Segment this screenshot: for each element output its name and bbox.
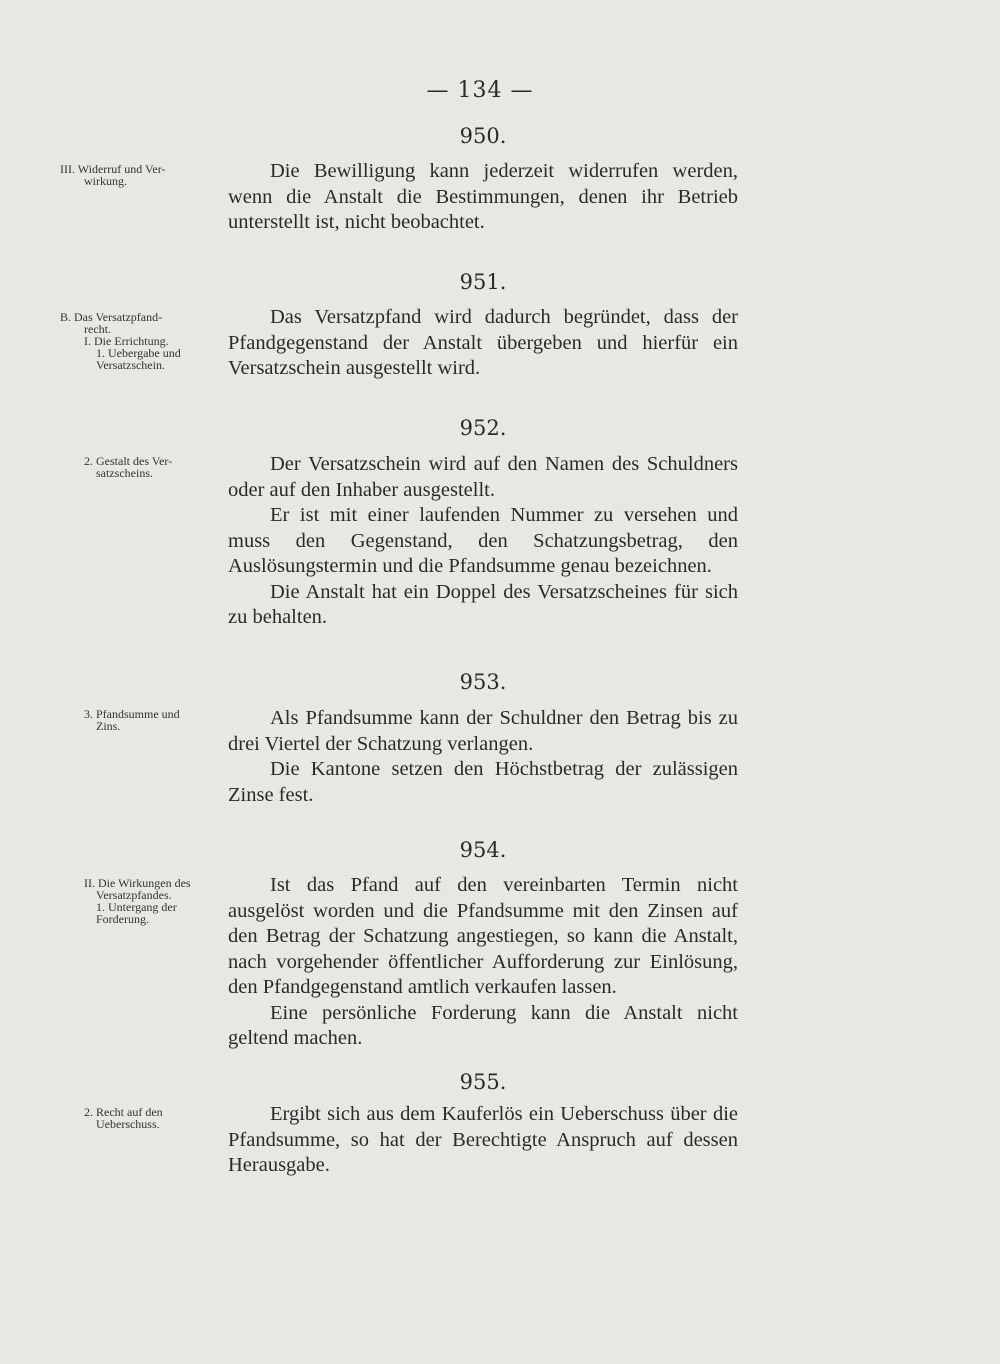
article-body-952 — [228, 452, 738, 631]
margin-note-line: satzscheins. — [96, 466, 153, 480]
article-paragraph: Ist das Pfand auf den vereinbarten Termin nicht ausgelöst worden und die Pfandsumme mit den Zinsen auf den Betrag der Schatzung angestiegen, so kann die Anstalt, nach vorgehender öffentlicher Aufforderung zur Einlösung, den Pfandgegenstand amtlich verkaufen lassen. — [228, 874, 738, 998]
article-body-953 — [228, 706, 738, 808]
article-paragraph: Als Pfandsumme kann der Schuldner den Betrag bis zu drei Viertel der Schatzung verlangen. — [228, 707, 738, 755]
margin-note-952 — [60, 455, 220, 479]
article-paragraph: Ergibt sich aus dem Kauferlös ein Ueberschuss über die Pfandsumme, so hat der Berechtigte Anspruch auf dessen Herausgabe. — [228, 1103, 738, 1176]
article-paragraph: Das Versatzpfand wird dadurch begründet, dass der Pfandgegenstand der Anstalt übergeben und hierfür ein Versatzschein ausgestellt wird. — [228, 306, 738, 379]
margin-note-line: 2. Gestalt des Ver- — [84, 454, 173, 468]
article-body-954 — [228, 873, 738, 1052]
margin-note-line: wirkung. — [84, 174, 127, 188]
margin-note-953 — [60, 708, 220, 732]
article-paragraph: Die Bewilligung kann jederzeit widerrufen werden, wenn die Anstalt die Bestimmungen, denen ihr Betrieb unterstellt ist, nicht beobachtet. — [228, 160, 738, 233]
margin-note-line: 1. Uebergabe und — [96, 346, 181, 360]
page-number: — 134 — — [426, 78, 534, 103]
margin-note-line: I. Die Errichtung. — [84, 334, 169, 348]
article-number-950: 950. — [459, 124, 507, 148]
margin-note-line: B. Das Versatzpfand- — [60, 310, 163, 324]
article-paragraph: Die Anstalt hat ein Doppel des Versatzscheines für sich zu behalten. — [228, 580, 738, 628]
article-body-951 — [228, 305, 738, 382]
margin-note-line: Forderung. — [96, 912, 149, 926]
margin-note-line: recht. — [84, 322, 111, 336]
margin-note-line: II. Die Wirkungen des — [84, 876, 191, 890]
article-paragraph: Die Kantone setzen den Höchstbetrag der zulässigen Zinse fest. — [228, 758, 738, 806]
article-number-955: 955. — [459, 1070, 507, 1094]
article-number-952: 952. — [459, 416, 507, 440]
margin-note-line: 1. Untergang der — [96, 900, 177, 914]
margin-note-line: 3. Pfandsumme und — [84, 707, 180, 721]
article-paragraph: Eine persönliche Forderung kann die Anstalt nicht geltend machen. — [228, 1001, 738, 1049]
margin-note-951 — [60, 311, 220, 371]
margin-note-line: 2. Recht auf den — [84, 1105, 163, 1119]
margin-note-950 — [60, 163, 220, 187]
margin-note-line: Versatzpfandes. — [96, 888, 172, 902]
margin-note-line: Versatzschein. — [96, 358, 165, 372]
margin-note-955 — [60, 1106, 220, 1130]
margin-note-954 — [60, 877, 220, 925]
article-paragraph: Der Versatzschein wird auf den Namen des Schuldners oder auf den Inhaber ausgestellt. — [228, 453, 738, 501]
article-body-950 — [228, 159, 738, 236]
margin-note-line: Ueberschuss. — [96, 1117, 160, 1131]
article-paragraph: Er ist mit einer laufenden Nummer zu versehen und muss den Gegenstand, den Schatzungsbetrag, den Auslösungstermin und die Pfandsumme genau bezeichnen. — [228, 504, 738, 577]
margin-note-line: III. Widerruf und Ver- — [60, 162, 166, 176]
article-number-954: 954. — [459, 838, 507, 862]
margin-note-line: Zins. — [96, 719, 121, 733]
article-number-953: 953. — [459, 670, 507, 694]
article-number-951: 951. — [459, 270, 507, 294]
article-body-955 — [228, 1102, 738, 1179]
